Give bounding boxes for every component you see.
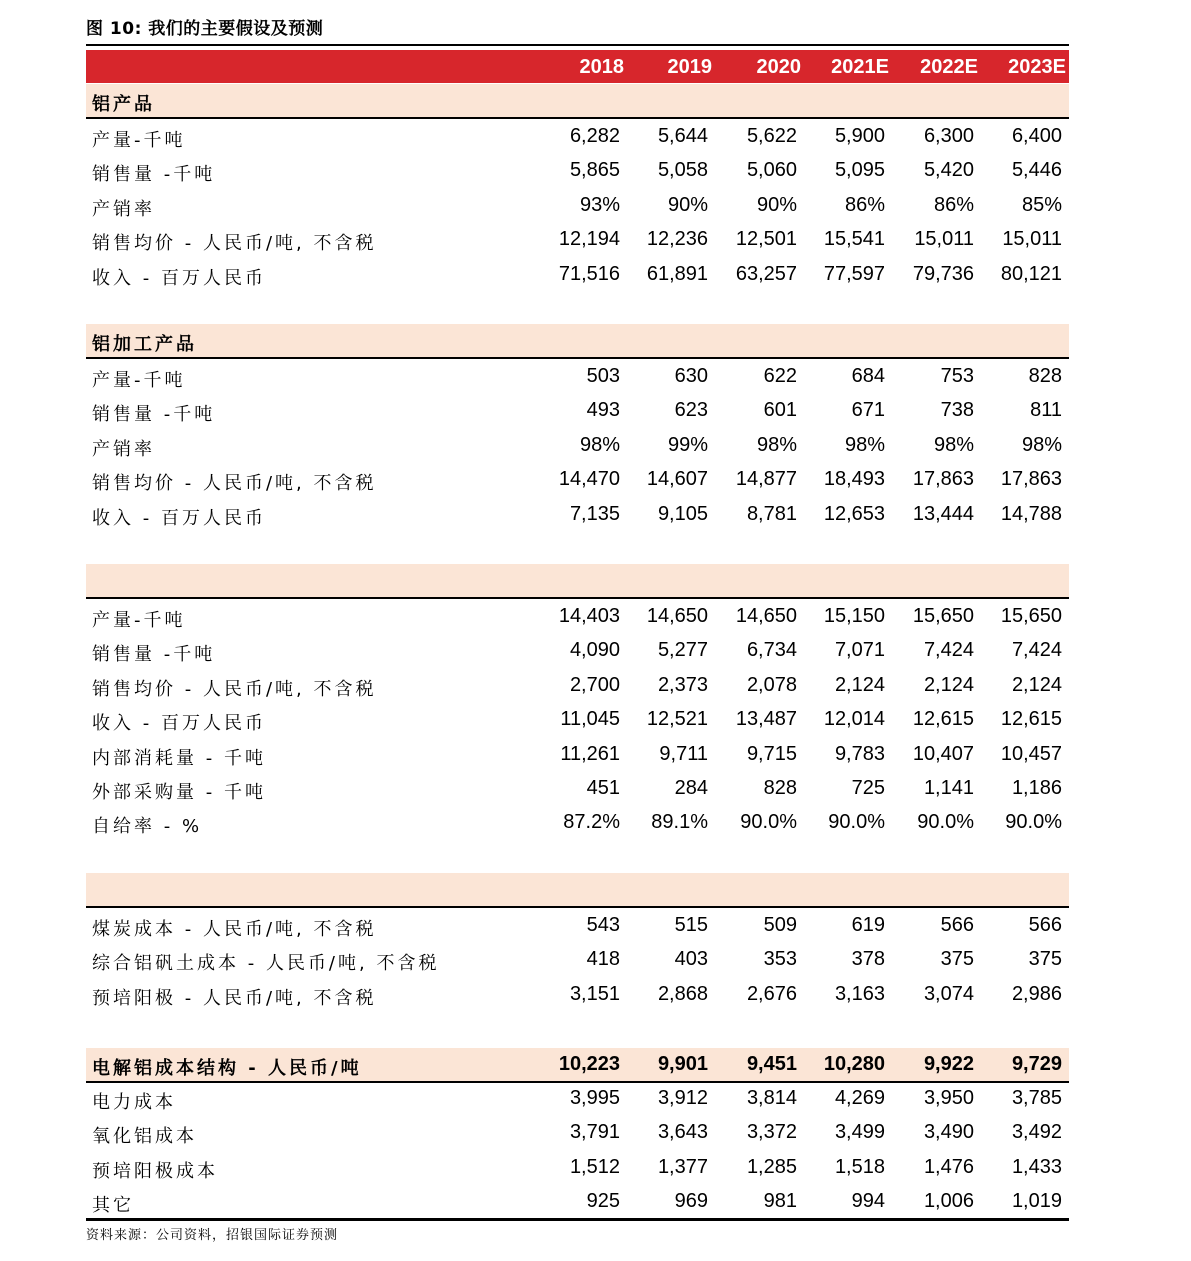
value-cell: 86% (933, 193, 974, 216)
row-label: 产量-千吨 (92, 370, 186, 391)
table-row (86, 1151, 1069, 1185)
value-cell: 10,407 (912, 742, 974, 765)
value-cell: 753 (940, 365, 974, 387)
value-cell: 10,223 (558, 1053, 620, 1075)
value-cell: 925 (586, 1190, 620, 1213)
row-label: 销售量 -千吨 (92, 644, 216, 666)
section-band-blank (86, 873, 1069, 907)
value-cell: 12,194 (558, 228, 620, 251)
row-label: 自给率 - % (92, 816, 203, 838)
row-label: 销售均价 - 人民币/吨, 不含税 (92, 678, 377, 700)
value-cell: 71,516 (558, 262, 620, 285)
value-cell: 969 (674, 1190, 708, 1213)
value-cell: 3,490 (923, 1121, 974, 1144)
table-row (86, 463, 1069, 497)
value-cell: 14,470 (558, 468, 620, 491)
value-cell: 515 (674, 914, 708, 936)
table-row (86, 360, 1069, 394)
value-cell: 14,607 (646, 468, 708, 491)
value-cell: 3,785 (1011, 1087, 1062, 1109)
table-row (86, 258, 1069, 292)
value-cell: 5,277 (657, 639, 708, 662)
table-row (86, 703, 1069, 737)
value-cell: 3,372 (746, 1121, 797, 1144)
table-row (86, 978, 1069, 1012)
value-cell: 80,121 (1000, 262, 1062, 285)
table-row (86, 909, 1069, 943)
value-cell: 15,650 (912, 605, 974, 627)
table-row (86, 223, 1069, 257)
value-cell: 1,476 (923, 1155, 974, 1178)
value-cell: 9,715 (746, 742, 797, 765)
value-cell: 87.2% (563, 811, 620, 834)
value-cell: 7,424 (923, 639, 974, 662)
section-title: 铝加工产品 (92, 334, 197, 355)
table-row (86, 738, 1069, 772)
value-cell: 6,400 (1011, 125, 1062, 147)
row-label: 收入 - 百万人民币 (92, 267, 266, 289)
value-cell: 671 (851, 399, 885, 422)
value-cell: 18,493 (823, 468, 885, 491)
value-cell: 5,095 (834, 159, 885, 182)
value-cell: 451 (586, 777, 620, 799)
value-cell: 9,901 (657, 1053, 708, 1075)
value-cell: 90% (756, 193, 797, 216)
value-cell: 9,922 (923, 1053, 974, 1075)
value-cell: 14,650 (646, 605, 708, 627)
value-cell: 3,499 (834, 1121, 885, 1144)
value-cell: 418 (586, 948, 620, 971)
value-cell: 9,783 (834, 742, 885, 765)
value-cell: 93% (579, 193, 620, 216)
row-label: 综合铝矾土成本 - 人民币/吨, 不含税 (92, 953, 440, 975)
row-label: 氧化铝成本 (92, 1126, 197, 1148)
value-cell: 5,446 (1011, 159, 1062, 182)
value-cell: 403 (674, 948, 708, 971)
row-label: 产销率 (92, 438, 155, 460)
value-cell: 5,622 (746, 125, 797, 147)
value-cell: 7,135 (569, 502, 620, 525)
table-row (86, 634, 1069, 668)
value-cell: 12,653 (823, 502, 885, 525)
row-label: 电力成本 (92, 1092, 176, 1113)
value-cell: 738 (940, 399, 974, 422)
section-band-blank (86, 564, 1069, 598)
value-cell: 828 (1028, 365, 1062, 387)
value-cell: 4,269 (834, 1087, 885, 1109)
table-row (86, 1185, 1069, 1219)
year-header-cell: 2021E (831, 56, 889, 78)
value-cell: 77,597 (823, 262, 885, 285)
value-cell: 630 (674, 365, 708, 387)
value-cell: 9,711 (659, 742, 708, 765)
value-cell: 2,868 (657, 982, 708, 1005)
section-rule (86, 597, 1069, 599)
value-cell: 15,011 (914, 228, 974, 251)
value-cell: 90.0% (828, 811, 885, 834)
year-header-cell: 2023E (1008, 56, 1066, 78)
value-cell: 566 (940, 914, 974, 936)
value-cell: 5,644 (657, 125, 708, 147)
row-label: 收入 - 百万人民币 (92, 713, 266, 735)
table-row (86, 154, 1069, 188)
value-cell: 63,257 (735, 262, 797, 285)
value-cell: 1,285 (746, 1155, 797, 1178)
value-cell: 17,863 (912, 468, 974, 491)
value-cell: 828 (763, 777, 797, 799)
value-cell: 5,865 (569, 159, 620, 182)
value-cell: 7,424 (1011, 639, 1062, 662)
value-cell: 601 (763, 399, 797, 422)
value-cell: 15,011 (1002, 228, 1062, 251)
section-rule (86, 906, 1069, 908)
value-cell: 5,058 (657, 159, 708, 182)
row-label: 销售量 -千吨 (92, 404, 216, 426)
value-cell: 2,124 (834, 673, 885, 696)
value-cell: 10,457 (1000, 742, 1062, 765)
value-cell: 3,643 (657, 1121, 708, 1144)
row-label: 产量-千吨 (92, 610, 186, 631)
row-label: 产销率 (92, 198, 155, 220)
table-row (86, 600, 1069, 634)
cost-structure-header-row (86, 1048, 1069, 1082)
value-cell: 378 (851, 948, 885, 971)
row-label: 产量-千吨 (92, 130, 186, 151)
table-row (86, 772, 1069, 806)
value-cell: 2,124 (1011, 673, 1062, 696)
value-cell: 619 (851, 914, 885, 936)
value-cell: 623 (674, 399, 708, 422)
section-title: 铝产品 (92, 94, 155, 115)
value-cell: 90.0% (1005, 811, 1062, 834)
value-cell: 14,403 (558, 605, 620, 627)
year-header-cell: 2019 (667, 56, 712, 78)
row-label: 预培阳极成本 (92, 1160, 218, 1182)
value-cell: 2,124 (923, 673, 974, 696)
value-cell: 17,863 (1000, 468, 1062, 491)
value-cell: 9,729 (1011, 1053, 1062, 1075)
row-label: 销售均价 - 人民币/吨, 不含税 (92, 473, 377, 495)
value-cell: 6,300 (923, 125, 974, 147)
table-row (86, 429, 1069, 463)
value-cell: 2,700 (569, 673, 620, 696)
value-cell: 566 (1028, 914, 1062, 936)
value-cell: 98% (1021, 433, 1062, 456)
value-cell: 5,900 (834, 125, 885, 147)
value-cell: 8,781 (746, 502, 797, 525)
value-cell: 13,444 (912, 502, 974, 525)
value-cell: 509 (763, 914, 797, 936)
section-band-processed-aluminum (86, 324, 1069, 358)
source-note: 资料来源：公司资料，招银国际证券预测 (86, 1228, 339, 1243)
value-cell: 3,814 (746, 1087, 797, 1109)
value-cell: 12,615 (1000, 708, 1062, 731)
value-cell: 98% (579, 433, 620, 456)
row-label: 其它 (92, 1195, 134, 1217)
row-label: 电解铝成本结构 - 人民币/吨 (92, 1058, 362, 1079)
value-cell: 1,186 (1011, 777, 1062, 799)
value-cell: 684 (851, 365, 885, 387)
row-label: 煤炭成本 - 人民币/吨, 不含税 (92, 919, 377, 940)
value-cell: 85% (1021, 193, 1062, 216)
value-cell: 12,236 (646, 228, 708, 251)
value-cell: 353 (763, 948, 797, 971)
row-label: 外部采购量 - 千吨 (92, 782, 266, 803)
value-cell: 13,487 (735, 708, 797, 731)
section-rule (86, 117, 1069, 119)
value-cell: 9,451 (746, 1053, 797, 1075)
year-header-cell: 2022E (920, 56, 978, 78)
value-cell: 284 (674, 777, 708, 799)
value-cell: 375 (940, 948, 974, 971)
value-cell: 543 (586, 914, 620, 936)
value-cell: 1,512 (569, 1155, 620, 1178)
value-cell: 90.0% (740, 811, 797, 834)
row-label: 内部消耗量 - 千吨 (92, 747, 266, 769)
value-cell: 493 (586, 399, 620, 422)
value-cell: 3,995 (569, 1087, 620, 1109)
value-cell: 375 (1028, 948, 1062, 971)
value-cell: 6,734 (746, 639, 797, 662)
table-row (86, 498, 1069, 532)
value-cell: 5,420 (923, 159, 974, 182)
value-cell: 3,151 (569, 982, 620, 1005)
bottom-rule (86, 1218, 1069, 1221)
value-cell: 89.1% (651, 811, 708, 834)
row-label: 收入 - 百万人民币 (92, 507, 266, 529)
value-cell: 3,950 (923, 1087, 974, 1109)
year-header-row (86, 50, 1069, 83)
table-row (86, 806, 1069, 840)
value-cell: 3,912 (657, 1087, 708, 1109)
value-cell: 98% (844, 433, 885, 456)
year-header-cell: 2020 (756, 56, 801, 78)
table-row (86, 189, 1069, 223)
value-cell: 622 (763, 365, 797, 387)
value-cell: 1,141 (923, 777, 974, 799)
value-cell: 10,280 (823, 1053, 885, 1075)
value-cell: 2,078 (746, 673, 797, 696)
value-cell: 1,433 (1011, 1155, 1062, 1178)
value-cell: 4,090 (569, 639, 620, 662)
value-cell: 90% (667, 193, 708, 216)
value-cell: 2,373 (657, 673, 708, 696)
value-cell: 811 (1030, 399, 1062, 422)
value-cell: 994 (851, 1190, 885, 1213)
value-cell: 12,014 (823, 708, 885, 731)
value-cell: 98% (933, 433, 974, 456)
value-cell: 79,736 (912, 262, 974, 285)
table-row (86, 394, 1069, 428)
value-cell: 2,986 (1011, 982, 1062, 1005)
value-cell: 14,650 (735, 605, 797, 627)
section-rule (86, 357, 1069, 359)
value-cell: 1,518 (834, 1155, 885, 1178)
value-cell: 6,282 (569, 125, 620, 147)
table-row (86, 120, 1069, 154)
value-cell: 12,521 (646, 708, 708, 731)
value-cell: 7,071 (834, 639, 885, 662)
value-cell: 725 (851, 777, 885, 799)
value-cell: 11,261 (560, 742, 620, 765)
value-cell: 11,045 (560, 708, 620, 731)
value-cell: 3,163 (834, 982, 885, 1005)
row-label: 预培阳极 - 人民币/吨, 不含税 (92, 987, 377, 1009)
value-cell: 15,541 (823, 228, 885, 251)
value-cell: 15,650 (1000, 605, 1062, 627)
value-cell: 98% (756, 433, 797, 456)
figure-title: 图 10: 我们的主要假设及预测 (86, 19, 324, 39)
value-cell: 2,676 (746, 982, 797, 1005)
value-cell: 14,788 (1000, 502, 1062, 525)
table-row (86, 669, 1069, 703)
value-cell: 3,074 (923, 982, 974, 1005)
value-cell: 3,791 (569, 1121, 620, 1144)
value-cell: 1,019 (1011, 1190, 1062, 1213)
table-row (86, 943, 1069, 977)
table-row (86, 1116, 1069, 1150)
top-rule (86, 44, 1069, 46)
value-cell: 1,006 (923, 1190, 974, 1213)
value-cell: 61,891 (646, 262, 708, 285)
value-cell: 9,105 (657, 502, 708, 525)
year-header-cell: 2018 (579, 56, 624, 78)
row-label: 销售均价 - 人民币/吨, 不含税 (92, 233, 377, 255)
table-row (86, 1082, 1069, 1116)
value-cell: 14,877 (735, 468, 797, 491)
value-cell: 15,150 (823, 605, 885, 627)
value-cell: 1,377 (657, 1155, 708, 1178)
value-cell: 503 (586, 365, 620, 387)
value-cell: 90.0% (917, 811, 974, 834)
value-cell: 3,492 (1011, 1121, 1062, 1144)
value-cell: 99% (667, 433, 708, 456)
value-cell: 12,501 (735, 228, 797, 251)
value-cell: 5,060 (746, 159, 797, 182)
row-label: 销售量 -千吨 (92, 164, 216, 186)
value-cell: 12,615 (912, 708, 974, 731)
value-cell: 981 (763, 1190, 797, 1213)
section-band-aluminum-products (86, 84, 1069, 118)
value-cell: 86% (844, 193, 885, 216)
